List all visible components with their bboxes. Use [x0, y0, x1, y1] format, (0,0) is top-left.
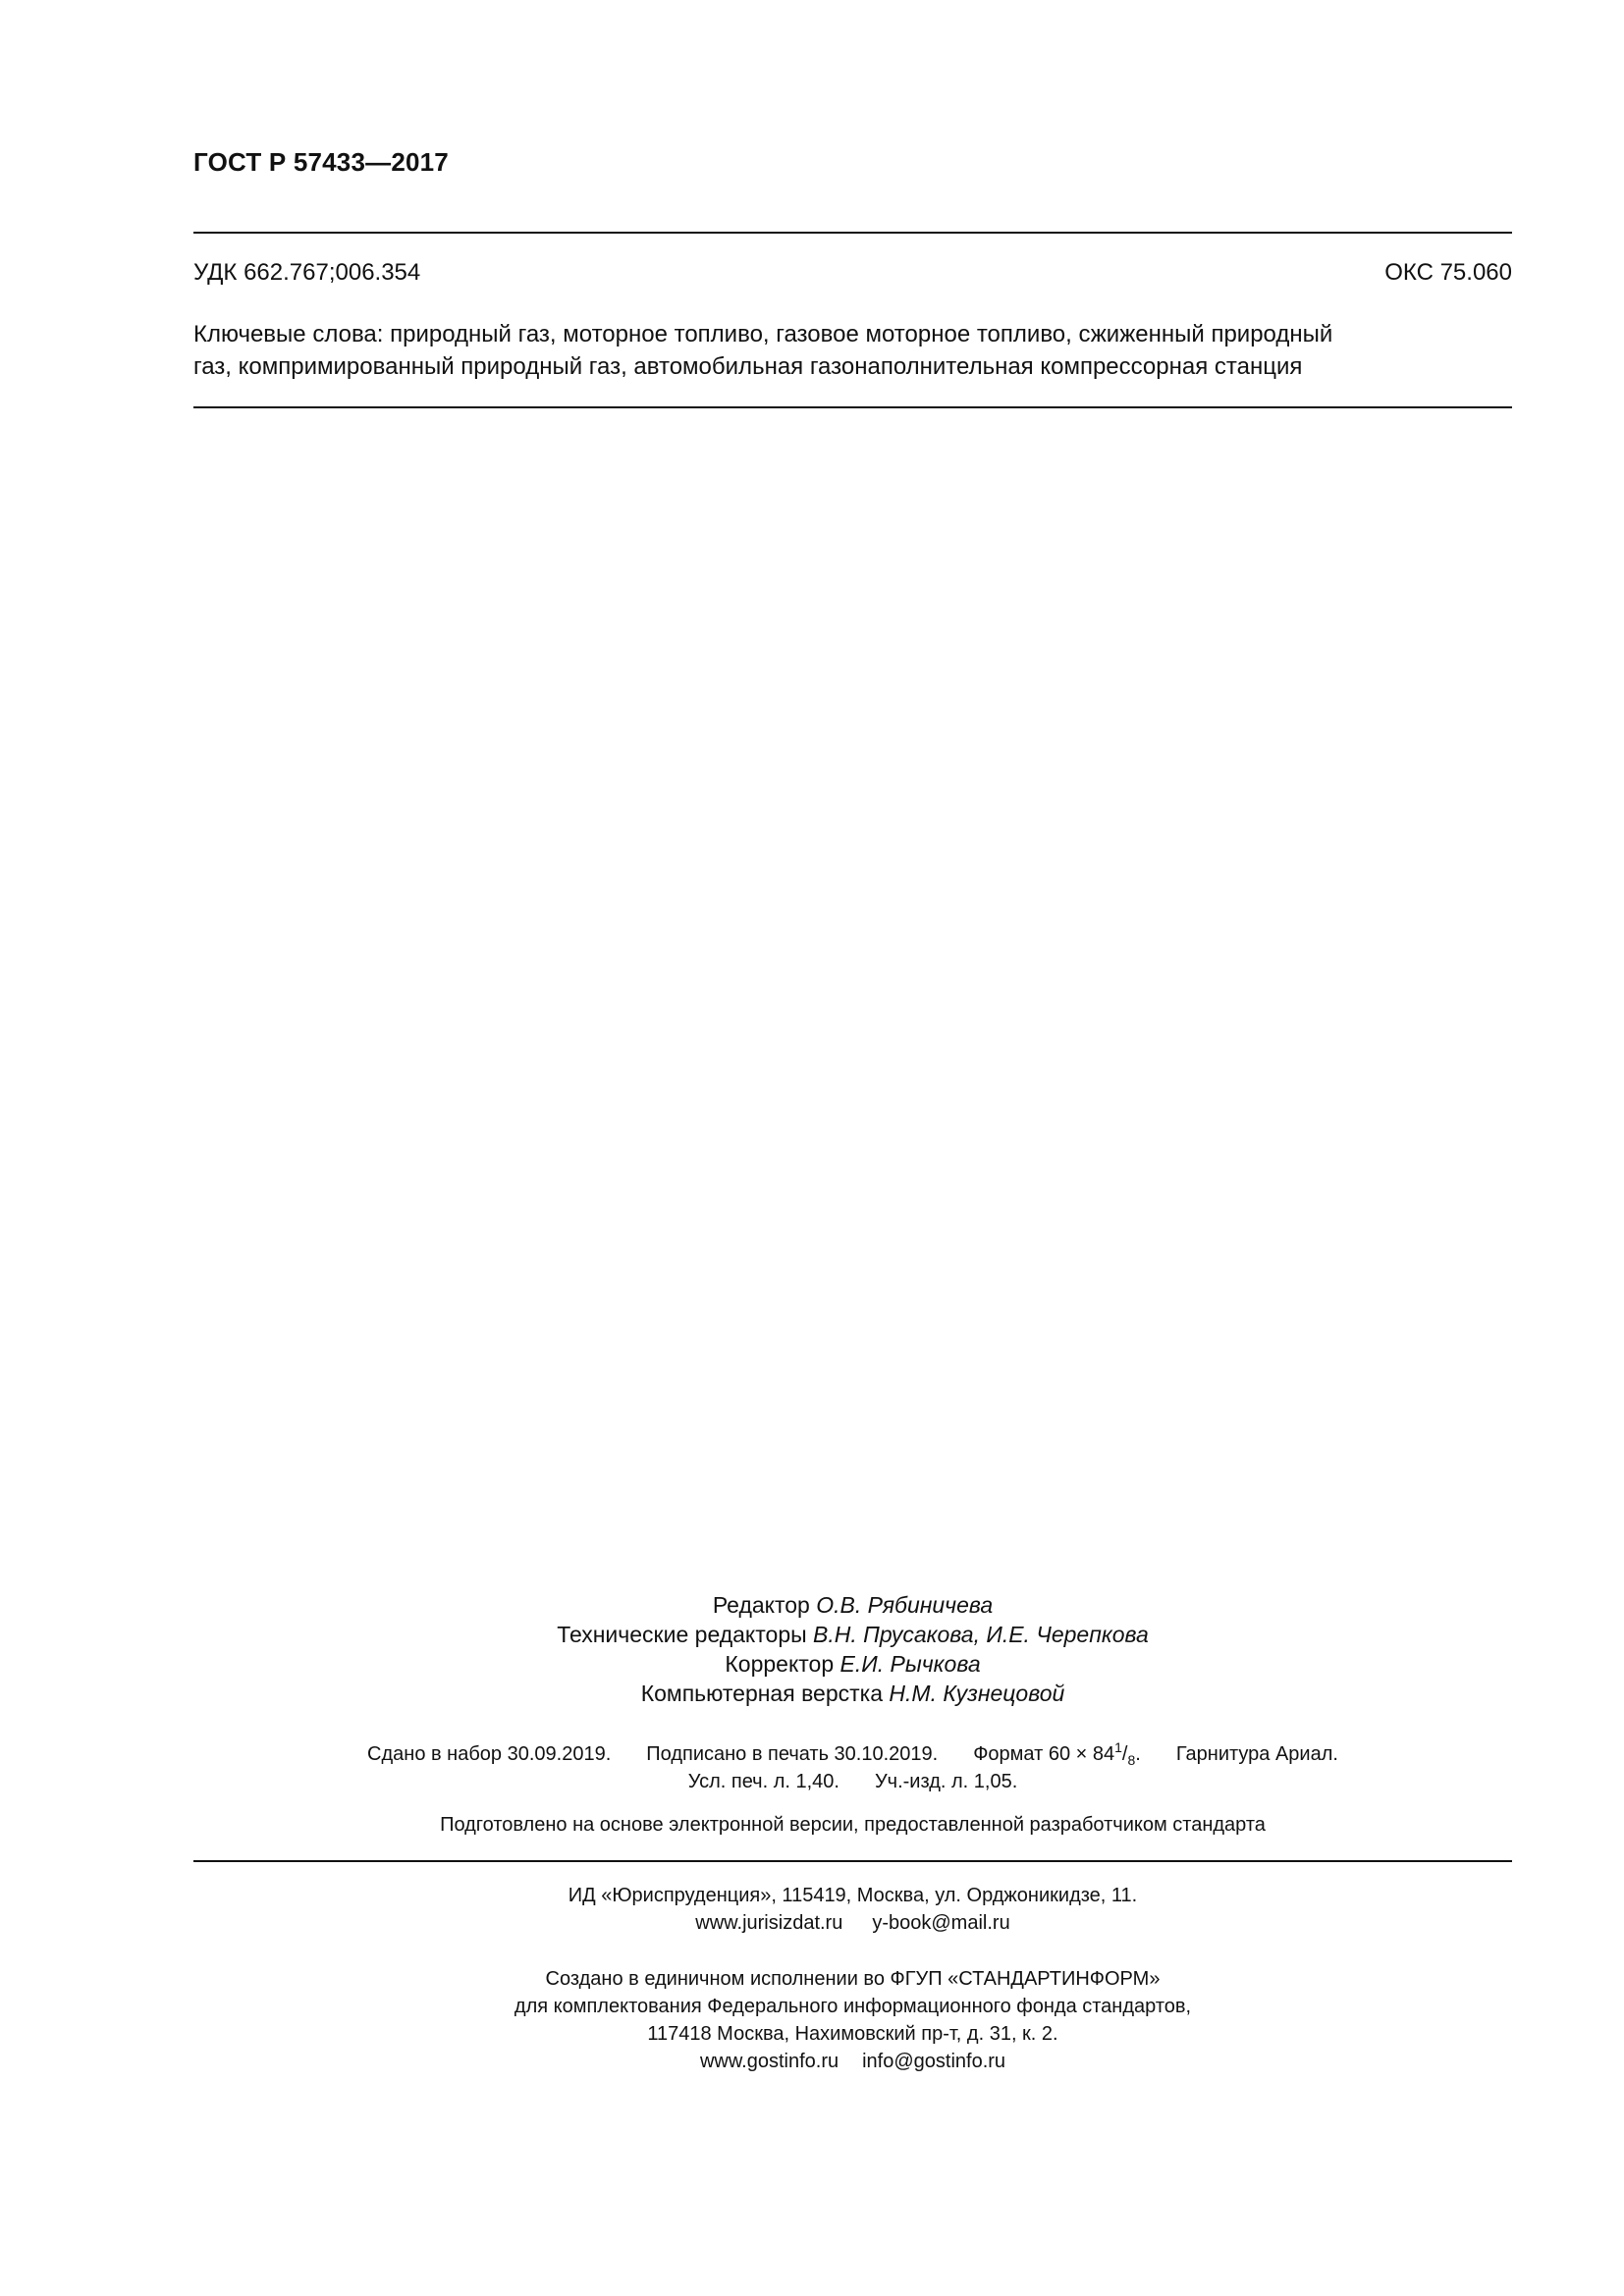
- publisher-sheets: Уч.-изд. л. 1,05.: [874, 1771, 1018, 1792]
- document-title: ГОСТ Р 57433—2017: [193, 147, 449, 177]
- layout-name: Н.М. Кузнецовой: [889, 1681, 1065, 1706]
- corrector-row: [193, 1649, 1512, 1679]
- printed-sheets: Усл. печ. л. 1,40.: [687, 1771, 839, 1792]
- created-line-2: для комплектования Федерального информационного фонда стандартов,: [514, 1996, 1192, 2017]
- layout-label: Компьютерная верстка: [640, 1681, 884, 1706]
- keywords-line-2: газ, компримированный природный газ, автомобильная газонаполнительная компрессорная станция: [193, 353, 1303, 380]
- publisher-block: [193, 1882, 1512, 1937]
- editor-label: Редактор: [712, 1592, 810, 1618]
- gostinfo-website: www.gostinfo.ru: [699, 2051, 839, 2072]
- publisher-contacts: [193, 1909, 1512, 1937]
- print-info-block: [193, 1740, 1512, 1795]
- keywords-divider: [193, 406, 1512, 408]
- created-by-block: [193, 1965, 1512, 2075]
- created-contacts: [193, 2048, 1512, 2075]
- print-info-row-1: [193, 1740, 1512, 1768]
- typeface: Гарнитура Ариал.: [1175, 1743, 1338, 1765]
- paper-format: Формат $60 \times 84^1/_8$.: [973, 1739, 1141, 1768]
- imprint-divider: [193, 1860, 1512, 1862]
- tech-editors-names: В.Н. Прусакова, И.Е. Черепкова: [813, 1622, 1149, 1647]
- publisher-website: www.jurisizdat.ru: [695, 1912, 843, 1934]
- oks-code: ОКС 75.060: [1384, 259, 1512, 286]
- created-line-1: Создано в единичном исполнении во ФГУП «СТАНДАРТИНФОРМ»: [545, 1968, 1161, 1990]
- layout-row: [193, 1679, 1512, 1708]
- tech-editors-row: [193, 1620, 1512, 1649]
- keywords-block: [193, 318, 1512, 383]
- tech-editors-label: Технические редакторы: [557, 1622, 807, 1647]
- credits-block: [193, 1590, 1512, 1708]
- top-divider: [193, 232, 1512, 234]
- prepared-note: Подготовлено на основе электронной версии, предоставленной разработчиком стандарта: [440, 1814, 1266, 1836]
- publisher-email: y-book@mail.ru: [872, 1912, 1010, 1934]
- print-info-row-2: [193, 1768, 1512, 1795]
- udk-code: УДК 662.767;006.354: [193, 259, 421, 286]
- submitted-date: Сдано в набор 30.09.2019.: [367, 1743, 612, 1765]
- publisher-address: ИД «Юриспруденция», 115419, Москва, ул. Орджоникидзе, 11.: [568, 1885, 1138, 1906]
- corrector-name: Е.И. Рычкова: [839, 1651, 981, 1677]
- created-line-3: 117418 Москва, Нахимовский пр-т, д. 31, к. 2.: [647, 2023, 1058, 2045]
- editor-name: О.В. Рябиничева: [816, 1592, 994, 1618]
- signed-date: Подписано в печать 30.10.2019.: [646, 1743, 939, 1765]
- keywords-line-1: Ключевые слова: природный газ, моторное топливо, газовое моторное топливо, сжиженный природный: [193, 321, 1333, 347]
- editor-row: [193, 1590, 1512, 1620]
- corrector-label: Корректор: [725, 1651, 835, 1677]
- gostinfo-email: info@gostinfo.ru: [862, 2051, 1006, 2072]
